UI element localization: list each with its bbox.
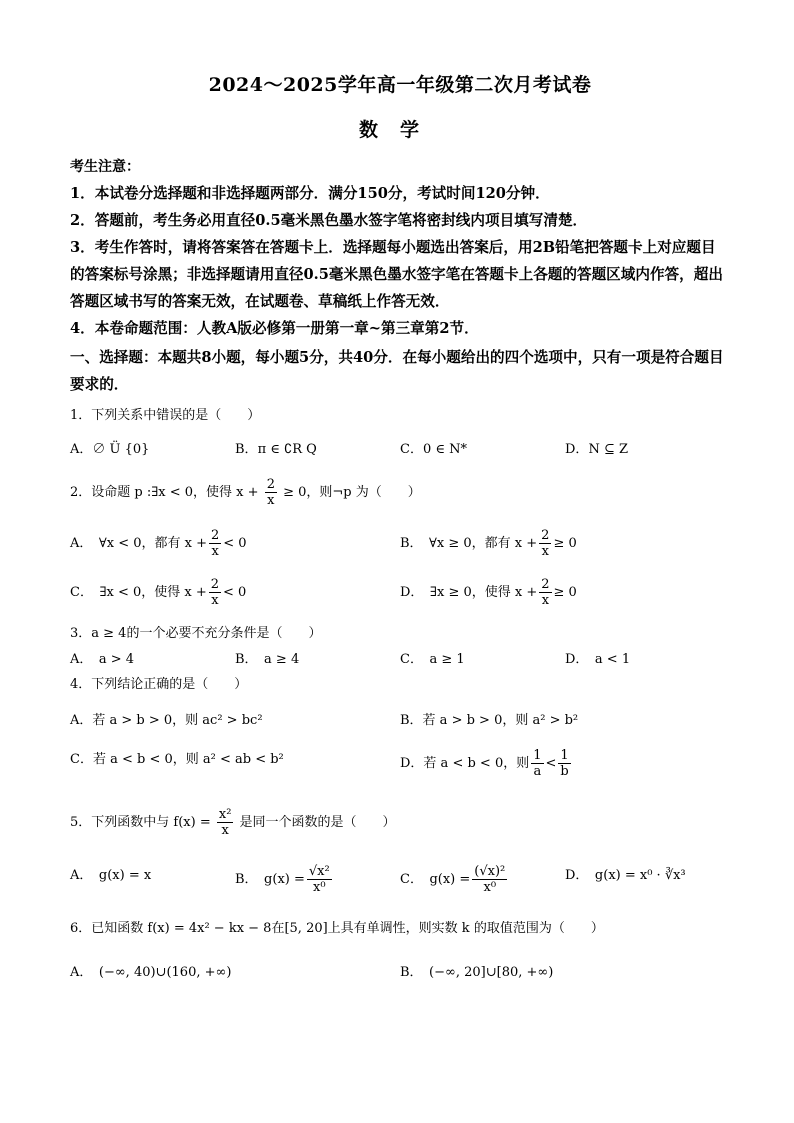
exam-page [70,62,730,980]
q3-option-a[interactable]: A． a > 4 [70,652,135,667]
exam-title: 2024～2025学年高一年级第二次月考试卷 [208,74,592,96]
q5-option-b[interactable]: B． g(x) = $\frac{\text{√x²}}{\text{x⁰}}$ [235,864,330,895]
question-4-stem: 4．下列结论正确的是（ ） [70,677,248,692]
question-4-options-row2 [70,748,730,779]
q3-option-b[interactable]: B． a ≥ 4 [235,652,300,667]
fraction: $\frac{2}{x}$ [541,528,550,559]
q6-option-b[interactable]: B． (−∞, 20]∪[80, +∞) [400,965,554,980]
q2-option-a[interactable]: A． ∀x < 0，都有 x + $\frac{2}{x}$ < 0 [70,528,247,559]
fraction: $\frac{2}{x}$ [210,528,220,559]
fraction: $\frac{\text{√x²}}{\text{x⁰}}$ [308,864,330,895]
fraction: $\frac{1}{a}$ [533,748,542,779]
q2-option-c[interactable]: C． ∃x < 0，使得 x + $\frac{2}{x}$ < 0 [70,577,247,608]
q1-option-c[interactable]: C．0 ∈ N* [400,442,467,457]
q4-option-d[interactable]: D．若 a < b < 0，则 $\frac{1}{a}$ < $\frac{1}{b}$ [400,748,569,779]
q5-option-a[interactable]: A． g(x) = x [70,868,152,883]
q3-option-c[interactable]: C． a ≥ 1 [400,652,465,667]
q4-option-a[interactable]: A．若 a > b > 0，则 ac² > bc² [70,713,263,728]
q5-option-c[interactable]: C． g(x) = $\frac{\text{(√x)²}}{\text{x⁰}}$ [400,864,506,895]
q4-option-c[interactable]: C．若 a < b < 0，则 a² < ab < b² [70,752,284,767]
fraction: $\frac{2}{x}$ [541,577,550,608]
fraction: $\frac{\text{x²}}{x}$ [218,807,232,838]
section-heading: 一、选择题：本题共8小题，每小题5分，共40分．在每小题给出的四个选项中，只有一项是符合题目要求的． [70,349,724,393]
question-5-options [70,864,730,895]
question-2-options-row2 [70,577,730,608]
question-3-stem: 3．a ≥ 4的一个必要不充分条件是（ ） [70,626,322,641]
q1-option-b[interactable]: B．π ∈ ∁R Q [235,442,317,457]
q2-option-b[interactable]: B． ∀x ≥ 0，都有 x + $\frac{2}{x}$ ≥ 0 [400,528,577,559]
q5-option-d[interactable]: D． g(x) = x⁰ · ∛x³ [565,868,686,883]
notice-item-2: 2．答题前，考生务必用直径0.5毫米黑色墨水签字笔将密封线内项目填写清楚． [70,212,588,229]
q2-option-d[interactable]: D． ∃x ≥ 0，使得 x + $\frac{2}{x}$ ≥ 0 [400,577,577,608]
fraction: $\frac{1}{b}$ [560,748,569,779]
q1-option-a[interactable]: A．∅ Ü {0} [70,442,150,457]
notice-item-3: 3．考生作答时，请将答案答在答题卡上．选择题每小题选出答案后，用2B铅笔把答题卡上对应题目的答案标号涂黑；非选择题请用直径0.5毫米黑色墨水签字笔在答题卡上各题的答题区域内作答，超出答题区域书写的答案无效，在试题卷、草稿纸上作答无效． [70,239,723,310]
fraction: $\frac{\text{(√x)²}}{\text{x⁰}}$ [474,864,506,895]
notice-item-1: 1．本试卷分选择题和非选择题两部分．满分150分，考试时间120分钟． [70,185,550,202]
fraction: $\frac{2}{x}$ [266,477,275,508]
q3-option-d[interactable]: D． a < 1 [565,652,631,667]
question-6-stem: 6．已知函数 f(x) = 4x² − kx − 8在[5, 20]上具有单调性，则实数 k 的取值范围为（ ） [70,921,604,936]
q6-option-a[interactable]: A． (−∞, 40)∪(160, +∞) [70,965,232,980]
fraction: $\frac{2}{x}$ [210,577,220,608]
question-3-options [70,648,730,667]
question-6-options [70,961,730,980]
q1-option-d[interactable]: D．N ⊆ Z [565,442,629,457]
question-5-stem: 5．下列函数中与 f(x) = $\frac{\text{x²}}{x}$ 是同一个函数的是（ ） [70,807,396,838]
question-1-options [70,438,730,457]
question-4-options-row1 [70,709,730,728]
notice-heading: 考生注意： [70,159,140,175]
question-2-stem: 2．设命题 p :∃x < 0，使得 x + $\frac{2}{x}$ ≥ 0，则¬p 为（ ） [70,477,421,508]
question-2-options-row1 [70,528,730,559]
question-1-stem: 1．下列关系中错误的是（ ） [70,408,261,423]
notice-item-4: 4．本卷命题范围：人教A版必修第一册第一章~第三章第2节． [70,320,479,337]
exam-subject: 数学 [358,119,441,141]
q4-option-b[interactable]: B．若 a > b > 0，则 a² > b² [400,713,579,728]
